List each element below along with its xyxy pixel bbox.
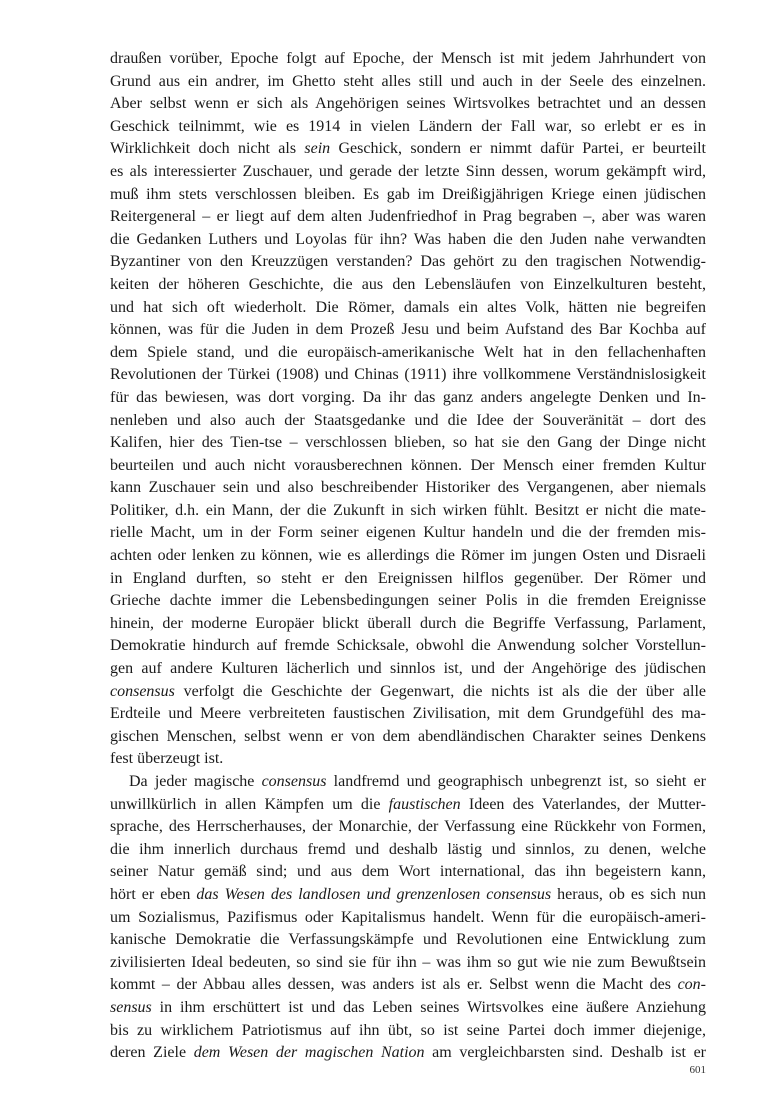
text-line [110,726,706,749]
text-line [110,522,706,545]
italic-text: consensus [261,773,327,790]
text-line [110,613,706,636]
text-line [110,907,706,930]
text-line [110,635,706,658]
italic-text: con- [677,976,706,994]
text-segment: heraus, ob es sich nun [551,885,706,903]
text-line [110,251,706,274]
text-line [110,93,706,116]
text-segment: es als interessierter Zuschauer, und gerade der letzte Sinn dessen, worum gekämpft wird, [110,162,706,180]
text-line [110,1042,706,1065]
text-line [110,974,706,997]
text-line [110,500,706,523]
paragraph [110,771,706,1065]
body-text [110,48,706,1065]
text-segment: Ideen des Vaterlandes, der Mutter- [460,795,706,813]
text-segment: hinein, der moderne Europäer blickt überall durch die Begriffe Verfassung, Parlament, [110,614,706,632]
text-segment: die ihm innerlich durchaus fremd und deshalb lästig und sinnlos, zu denen, welche [110,840,706,858]
text-line [110,816,706,839]
text-line [110,342,706,365]
text-line [110,703,706,726]
text-segment: gen auf andere Kulturen lächerlich und sinnlos ist, und der Angehörige des jüdischen [110,660,706,678]
text-line [110,71,706,94]
text-segment: kommt – der Abbau alles dessen, was anders ist als er. Selbst wenn die Macht des [110,976,678,994]
italic-text: sein [304,140,331,158]
text-segment: nenleben und also auch der Staatsgedanke und die Idee der Souveränität – dort des [110,411,706,429]
text-segment: Reitergeneral – er liegt auf dem alten Judenfriedhof in Prag begraben –, aber was waren [110,208,706,226]
text-line [110,319,706,342]
text-line [110,568,706,591]
text-line [110,839,706,862]
text-segment: Grieche dachte immer die Lebensbedingungen seiner Polis in die fremden Ereignisse [110,592,706,610]
text-line [110,184,706,207]
text-segment: können, was für die Juden in dem Prozeß Jesu und beim Aufstand des Bar Kochba auf [110,321,706,339]
text-segment: fest überzeugt ist. [110,750,224,768]
text-line [110,861,706,884]
paragraph [110,48,706,771]
text-segment: beurteilen und auch nicht vorausberechnen können. Der Mensch einer fremden Kultur [110,456,706,474]
text-line [110,274,706,297]
text-line [110,432,706,455]
text-line [110,590,706,613]
text-segment: Kalifen, hier des Tien-tse – verschlossen blieben, so hat sie den Gang der Dinge nicht [110,434,706,452]
text-line [110,229,706,252]
text-segment: um Sozialismus, Pazifismus oder Kapitalismus handelt. Wenn für die europäisch-ameri- [110,908,706,926]
text-line [110,297,706,320]
text-segment: landfremd und geographisch unbegrenzt ist, so sieht er [326,773,706,790]
text-line [110,48,706,71]
text-segment: bis zu wirklichem Patriotismus auf ihn übt, so ist seine Partei doch immer diejenige, [110,1021,706,1039]
text-segment: hört er eben [110,885,197,903]
text-line [110,116,706,139]
text-line [110,364,706,387]
text-segment: gischen Menschen, selbst wenn er von dem abendländischen Charakter seines Denkens [110,727,706,745]
italic-text: consensus [110,682,175,700]
text-segment: und hat sich oft wiederholt. Die Römer, damals ein altes Volk, hätten nie begreifen [110,298,706,316]
text-segment: für das bewiesen, was dort vorging. Da ihr das ganz anders angelegte Denken und In- [110,388,706,406]
text-line [110,771,706,794]
italic-text: das Wesen des landlosen und grenzenlosen consensus [196,885,552,903]
text-line [110,455,706,478]
text-segment: unwillkürlich in allen Kämpfen um die [110,795,389,813]
text-segment: Geschick teilnimmt, wie es 1914 in vielen Ländern der Fall war, so erlebt er es in [110,117,706,135]
text-line [110,477,706,500]
text-segment: verfolgt die Geschichte der Gegenwart, die nichts ist als die der über alle [174,682,706,700]
text-segment: Geschick, sondern er nimmt dafür Partei, er beurteilt [330,140,706,158]
text-segment: draußen vorüber, Epoche folgt auf Epoche, der Mensch ist mit jedem Jahrhundert von [110,50,706,67]
italic-text: dem Wesen der magischen Nation [193,1044,425,1062]
text-line [110,884,706,907]
text-segment: muß ihm stets verschlossen bleiben. Es gab im Dreißigjährigen Kriege einen jüdischen [110,185,706,203]
text-line [110,794,706,817]
text-segment: Wirklichkeit doch nicht als [110,140,305,158]
italic-text: sensus [110,998,152,1016]
text-segment: am vergleichbarsten sind. Deshalb ist er [424,1044,706,1062]
text-segment: kann Zuschauer sein und also beschreibender Historiker des Vergangenen, aber niemals [110,479,706,497]
text-segment: in ihm erschüttert ist und das Leben seines Wirtsvolkes eine äußere Anziehung [151,998,706,1016]
text-line [110,681,706,704]
text-line [110,206,706,229]
text-segment: sprache, des Herrscherhauses, der Monarchie, der Verfassung eine Rückkehr von Formen, [110,818,706,836]
text-line [110,387,706,410]
text-line [110,929,706,952]
text-segment: rielle Macht, um in der Form seiner eigenen Kultur handeln und die der fremden mis- [110,524,706,542]
text-segment: dem Spiele stand, und die europäisch-amerikanische Welt hat in den fellachenhaften [110,343,706,361]
text-segment: Revolutionen der Türkei (1908) und Chinas (1911) ihre vollkommene Verständnislosigkeit [110,366,706,384]
text-line [110,138,706,161]
text-segment: Politiker, d.h. ein Mann, der die Zukunft in sich wirken fühlt. Besitzt er nicht die mate- [110,501,706,519]
text-segment: Da jeder magische [129,773,262,790]
text-line [110,997,706,1020]
text-line [110,658,706,681]
text-line [110,161,706,184]
text-segment: die Gedanken Luthers und Loyolas für ihn? Was haben die den Juden nahe verwandten [110,230,706,248]
text-line [110,748,706,771]
text-line [110,952,706,975]
text-segment: zivilisierten Ideal bedeuten, so sind sie für ihn – was ihm so gut wie nie zum Bewußtsein [110,953,706,971]
page-number: 601 [689,1064,706,1076]
text-line [110,1020,706,1043]
text-segment: Grund aus ein andrer, im Ghetto steht alles still und auch in der Seele des einzelnen. [110,72,706,90]
text-segment: seiner Natur gemäß sind; und aus dem Wort international, das ihn begeistern kann, [110,863,706,881]
text-segment: keiten der höheren Geschichte, die aus den Lebensläufen von Einzelkulturen besteht, [110,275,706,293]
text-segment: Byzantiner von den Kreuzzügen verstanden? Das gehört zu den tragischen Notwendig- [110,253,706,271]
text-segment: kanische Demokratie die Verfassungskämpfe und Revolutionen eine Entwicklung zum [110,931,706,949]
text-segment: Aber selbst wenn er sich als Angehörigen seines Wirtsvolkes betrachtet und an dessen [110,95,706,113]
text-line [110,545,706,568]
text-line [110,410,706,433]
text-segment: achten oder lenken zu können, wie es allerdings die Römer im jungen Osten und Disraeli [110,547,706,565]
text-segment: in England durften, so steht er den Ereignissen hilflos gegenüber. Der Römer und [110,569,706,587]
italic-text: faustischen [388,795,461,813]
text-segment: deren Ziele [110,1044,194,1062]
text-segment: Demokratie hindurch auf fremde Schicksale, obwohl die Anwendung solcher Vorstellun- [110,637,706,655]
text-segment: Erdteile und Meere verbreiteten faustischen Zivilisation, mit dem Grundgefühl des ma- [110,705,706,723]
